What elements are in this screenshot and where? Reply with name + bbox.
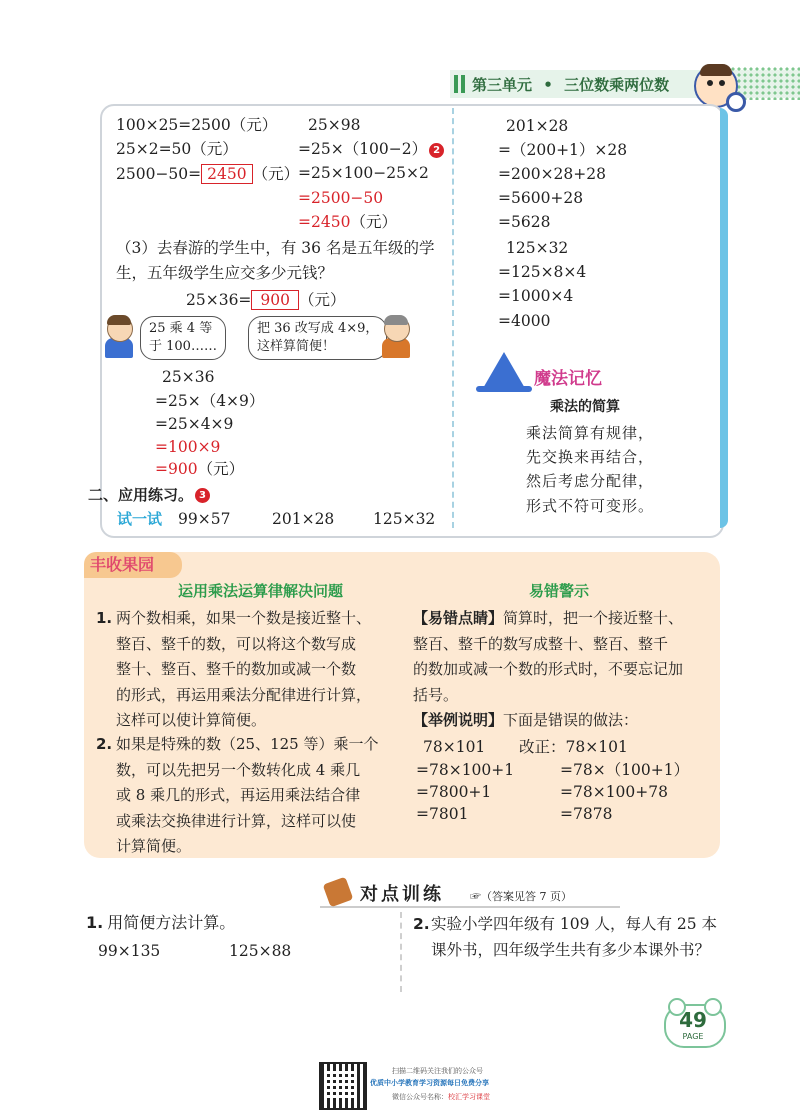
practice-item: 99×135 — [98, 942, 161, 960]
calc-line: 25×2=50（元） — [116, 140, 238, 158]
calc-line: =125×8×4 — [498, 263, 587, 281]
step-marker: 2 — [429, 143, 444, 158]
header-title — [472, 74, 669, 95]
qr-code-pattern — [327, 1070, 355, 1098]
error-tip: 【易错点睛】简算时，把一个接近整十、 整百、整千的数写成整十、整百、整千 的数加或减一个数的形式时，不要忘记加 括号。 【举例说明】下面是错误的做法： — [413, 609, 684, 729]
poem-line: 形式不符可变形。 — [526, 497, 655, 515]
calc-line: =900（元） — [155, 460, 245, 478]
card-edge — [720, 108, 728, 528]
calc-line: =2450（元） — [298, 213, 397, 231]
calc-line: =25×（100−2） 2 — [298, 138, 444, 160]
page-number: 49 — [679, 1008, 707, 1032]
calc-line: =100×9 — [155, 438, 221, 456]
calc-line: =5600+28 — [498, 189, 584, 207]
harvest-left-title: 运用乘法运算律解决问题 — [178, 582, 344, 600]
try-label: 试一试 — [117, 510, 163, 528]
calc-line: =1000×4 — [498, 287, 574, 305]
harvest-right-title: 易错警示 — [529, 582, 590, 600]
header-separator: • — [543, 76, 553, 94]
practice-title: 对点训练 — [360, 884, 444, 905]
practice-question-1: 1. 用简便方法计算。 — [86, 913, 236, 932]
wrong-step: =78×100+1 — [416, 761, 515, 779]
harvest-label: 丰收果园 — [90, 555, 155, 574]
calc-line: 25×98 — [308, 116, 361, 134]
try-item: 201×28 — [272, 510, 335, 528]
header-mark — [461, 75, 465, 93]
practice-item: 125×88 — [229, 942, 292, 960]
calc-line: 100×25=2500（元） — [116, 116, 278, 134]
speech-bubble-left: 25 乘 4 等 于 100…… — [140, 316, 226, 360]
page-word: PAGE — [682, 1032, 704, 1041]
calc-line: =4000 — [498, 312, 551, 330]
answer-box: 2450 — [201, 164, 252, 184]
calc-line: =200×28+28 — [498, 165, 606, 183]
wrong-step: =7800+1 — [416, 783, 492, 801]
poem-title: 乘法的简算 — [550, 399, 620, 415]
footer-line: 微信公众号名称：校汇学习课堂 — [392, 1093, 490, 1101]
calc-line: =25×4×9 — [155, 415, 234, 433]
fix-step: =78×100+78 — [560, 783, 668, 801]
brush-icon — [323, 877, 354, 908]
fix-step: =7878 — [560, 805, 613, 823]
wrong-step: =7801 — [416, 805, 469, 823]
poem-line: 乘法简算有规律， — [526, 424, 655, 442]
unit-label: 第三单元 — [472, 76, 533, 94]
try-item: 99×57 — [178, 510, 231, 528]
calc-line: =25×100−25×2 — [298, 164, 429, 182]
header-mark — [454, 75, 458, 93]
tip-item-1: 1. 两个数相乘，如果一个数是接近整十、 整百、整千的数，可以将这个数写成 整十、整百、整千的数加或减一个数 的形式，再运用乘法分配律进行计算， 这样可以使计算简便。 — [96, 609, 372, 729]
try-item: 125×32 — [373, 510, 436, 528]
speech-bubble-right: 把 36 改写成 4×9， 这样算简便！ — [248, 316, 387, 360]
calc-line: 25×36 — [162, 368, 215, 386]
poem-line: 先交换来再结合， — [526, 448, 655, 466]
card-divider — [452, 108, 454, 528]
practice-divider — [400, 912, 402, 992]
footer-line: 扫描二维码关注我们的公众号 — [392, 1067, 483, 1075]
magic-title: 魔法记忆 — [534, 369, 602, 389]
section-title: 二、应用练习。 3 — [88, 484, 210, 505]
mascot-icon — [694, 64, 738, 108]
calc-line: 2500−50= 2450 （元） — [116, 165, 300, 183]
answer-box: 900 — [251, 290, 299, 310]
practice-question-2: 2. 实验小学四年级有 109 人，每人有 25 本 课外书，四年级学生共有多少本课外书？ — [413, 915, 718, 959]
calc-line: =5628 — [498, 213, 551, 231]
question-text: （3）去春游的学生中，有 36 名是五年级的学 — [116, 239, 435, 257]
footer-line: 优质中小学教育学习资源每日免费分享 — [370, 1079, 489, 1087]
teacher-icon — [381, 316, 411, 358]
calc-line: =25×（4×9） — [155, 392, 265, 410]
calc-line: 125×32 — [506, 239, 569, 257]
wizard-hat-brim — [476, 386, 532, 392]
question-text: 生，五年级学生应交多少元钱？ — [116, 264, 334, 282]
calc-line: =（200+1）×28 — [498, 141, 628, 159]
calc-line: 25×36= 900 （元） — [186, 291, 346, 309]
answer-note: ☞（答案见答 7 页） — [470, 890, 572, 903]
step-marker: 3 — [195, 488, 210, 503]
calc-line: =2500−50 — [298, 189, 384, 207]
topic-label: 三位数乘两位数 — [564, 76, 670, 94]
wizard-hat-icon — [482, 352, 526, 390]
poem-line: 然后考虑分配律， — [526, 472, 655, 490]
practice-underline — [320, 906, 620, 908]
fix-step: 改正：78×101 — [519, 738, 628, 756]
tip-item-2: 2. 如果是特殊的数（25、125 等）乘一个 数，可以先把另一个数转化成 4 乘几 或 8 乘几的形式，再运用乘法结合律 或乘法交换律进行计算，这样可以使 计算简便。 — [96, 735, 379, 855]
boy-icon — [104, 316, 134, 358]
wrong-step: 78×101 — [423, 738, 486, 756]
fix-step: =78×（100+1） — [560, 761, 690, 779]
calc-line: 201×28 — [506, 117, 569, 135]
